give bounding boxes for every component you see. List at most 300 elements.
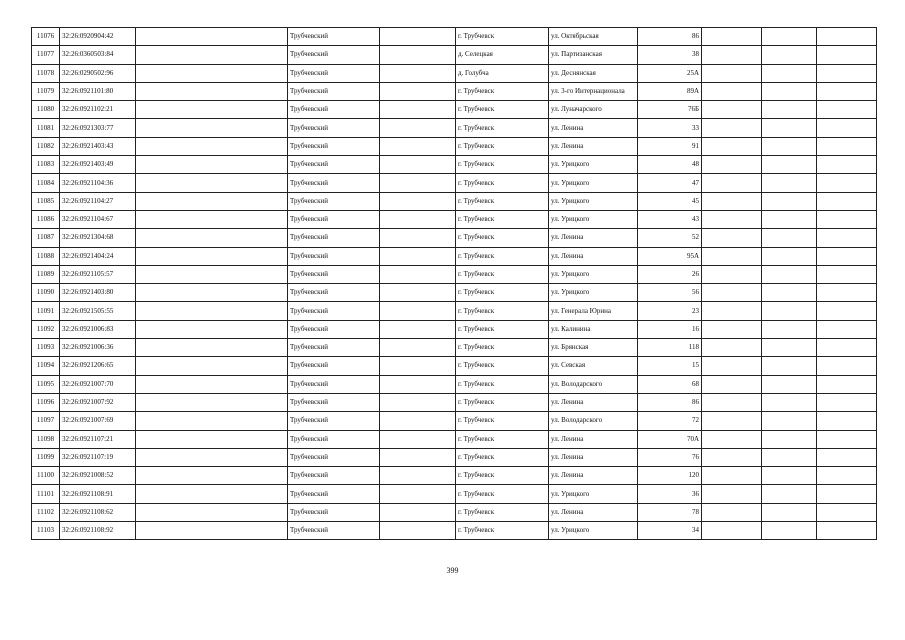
empty-cell: [762, 357, 817, 375]
locality-cell: г. Трубчевск: [456, 357, 549, 375]
empty-cell: [762, 503, 817, 521]
table-row: [32, 485, 877, 503]
empty-cell: [817, 412, 877, 430]
empty-cell: [817, 448, 877, 466]
empty-cell: [817, 302, 877, 320]
empty-cell: [136, 192, 288, 210]
locality-cell: г. Трубчевск: [456, 265, 549, 283]
registry-table-body: [32, 28, 877, 540]
house-number-cell: 91: [638, 137, 702, 155]
registry-table: [31, 27, 877, 540]
house-number-cell: 26: [638, 265, 702, 283]
row-number-cell: 11100: [32, 467, 60, 485]
empty-cell: [380, 339, 456, 357]
empty-cell: [817, 210, 877, 228]
table-row: [32, 192, 877, 210]
house-number-cell: 56: [638, 284, 702, 302]
empty-cell: [380, 467, 456, 485]
empty-cell: [817, 46, 877, 64]
cadastral-number-cell: 32:26:0920904:42: [60, 28, 136, 46]
row-number-cell: 11077: [32, 46, 60, 64]
empty-cell: [817, 393, 877, 411]
house-number-cell: 48: [638, 156, 702, 174]
house-number-cell: 68: [638, 375, 702, 393]
empty-cell: [136, 64, 288, 82]
table-row: [32, 28, 877, 46]
empty-cell: [702, 192, 762, 210]
empty-cell: [817, 229, 877, 247]
empty-cell: [702, 210, 762, 228]
empty-cell: [762, 119, 817, 137]
page-number: 399: [446, 566, 459, 575]
table-row: [32, 174, 877, 192]
street-cell: ул. Урицкого: [549, 174, 638, 192]
table-row: [32, 46, 877, 64]
empty-cell: [136, 320, 288, 338]
district-cell: Трубчевский: [288, 156, 380, 174]
empty-cell: [762, 247, 817, 265]
empty-cell: [380, 393, 456, 411]
empty-cell: [762, 174, 817, 192]
house-number-cell: 34: [638, 522, 702, 540]
cadastral-number-cell: 32:26:0921206:65: [60, 357, 136, 375]
empty-cell: [380, 284, 456, 302]
empty-cell: [136, 229, 288, 247]
house-number-cell: 76: [638, 448, 702, 466]
house-number-cell: 72: [638, 412, 702, 430]
district-cell: Трубчевский: [288, 46, 380, 64]
empty-cell: [817, 357, 877, 375]
empty-cell: [380, 522, 456, 540]
district-cell: Трубчевский: [288, 375, 380, 393]
row-number-cell: 11090: [32, 284, 60, 302]
locality-cell: г. Трубчевск: [456, 503, 549, 521]
empty-cell: [762, 192, 817, 210]
locality-cell: г. Трубчевск: [456, 247, 549, 265]
empty-cell: [136, 485, 288, 503]
cadastral-number-cell: 32:26:0921007:69: [60, 412, 136, 430]
empty-cell: [702, 503, 762, 521]
locality-cell: г. Трубчевск: [456, 284, 549, 302]
empty-cell: [136, 357, 288, 375]
empty-cell: [817, 320, 877, 338]
empty-cell: [380, 265, 456, 283]
empty-cell: [380, 229, 456, 247]
empty-cell: [817, 101, 877, 119]
empty-cell: [380, 82, 456, 100]
district-cell: Трубчевский: [288, 357, 380, 375]
empty-cell: [817, 28, 877, 46]
district-cell: Трубчевский: [288, 503, 380, 521]
empty-cell: [136, 412, 288, 430]
street-cell: ул. Урицкого: [549, 192, 638, 210]
empty-cell: [762, 101, 817, 119]
locality-cell: г. Трубчевск: [456, 522, 549, 540]
house-number-cell: 52: [638, 229, 702, 247]
row-number-cell: 11084: [32, 174, 60, 192]
street-cell: ул. Ленина: [549, 503, 638, 521]
house-number-cell: 70А: [638, 430, 702, 448]
empty-cell: [380, 375, 456, 393]
row-number-cell: 11094: [32, 357, 60, 375]
cadastral-number-cell: 32:26:0921107:19: [60, 448, 136, 466]
empty-cell: [762, 302, 817, 320]
empty-cell: [702, 119, 762, 137]
empty-cell: [702, 265, 762, 283]
cadastral-number-cell: 32:26:0921006:36: [60, 339, 136, 357]
empty-cell: [136, 375, 288, 393]
locality-cell: г. Трубчевск: [456, 485, 549, 503]
empty-cell: [817, 265, 877, 283]
locality-cell: г. Трубчевск: [456, 101, 549, 119]
cadastral-number-cell: 32:26:0921108:62: [60, 503, 136, 521]
table-row: [32, 137, 877, 155]
empty-cell: [136, 448, 288, 466]
empty-cell: [380, 174, 456, 192]
street-cell: ул. Ленина: [549, 393, 638, 411]
empty-cell: [136, 284, 288, 302]
table-row: [32, 101, 877, 119]
row-number-cell: 11088: [32, 247, 60, 265]
cadastral-number-cell: 32:26:0921403:49: [60, 156, 136, 174]
locality-cell: г. Трубчевск: [456, 229, 549, 247]
table-row: [32, 503, 877, 521]
cadastral-number-cell: 32:26:0360503:84: [60, 46, 136, 64]
street-cell: ул. Урицкого: [549, 156, 638, 174]
empty-cell: [136, 119, 288, 137]
table-row: [32, 156, 877, 174]
house-number-cell: 78: [638, 503, 702, 521]
row-number-cell: 11092: [32, 320, 60, 338]
house-number-cell: 36: [638, 485, 702, 503]
cadastral-number-cell: 32:26:0921008:52: [60, 467, 136, 485]
cadastral-number-cell: 32:26:0921107:21: [60, 430, 136, 448]
street-cell: ул. Ленина: [549, 119, 638, 137]
district-cell: Трубчевский: [288, 522, 380, 540]
table-row: [32, 467, 877, 485]
district-cell: Трубчевский: [288, 247, 380, 265]
empty-cell: [817, 284, 877, 302]
row-number-cell: 11082: [32, 137, 60, 155]
empty-cell: [380, 210, 456, 228]
empty-cell: [817, 119, 877, 137]
empty-cell: [136, 247, 288, 265]
locality-cell: д. Селецкая: [456, 46, 549, 64]
table-row: [32, 265, 877, 283]
row-number-cell: 11079: [32, 82, 60, 100]
empty-cell: [762, 210, 817, 228]
locality-cell: г. Трубчевск: [456, 192, 549, 210]
empty-cell: [702, 137, 762, 155]
row-number-cell: 11086: [32, 210, 60, 228]
table-row: [32, 302, 877, 320]
house-number-cell: 25А: [638, 64, 702, 82]
empty-cell: [380, 247, 456, 265]
empty-cell: [702, 448, 762, 466]
house-number-cell: 47: [638, 174, 702, 192]
locality-cell: г. Трубчевск: [456, 174, 549, 192]
empty-cell: [702, 174, 762, 192]
empty-cell: [762, 393, 817, 411]
empty-cell: [762, 448, 817, 466]
street-cell: ул. Ленина: [549, 430, 638, 448]
table-row: [32, 64, 877, 82]
empty-cell: [817, 174, 877, 192]
district-cell: Трубчевский: [288, 101, 380, 119]
house-number-cell: 23: [638, 302, 702, 320]
table-row: [32, 119, 877, 137]
street-cell: ул. Деснянская: [549, 64, 638, 82]
street-cell: ул. Ленина: [549, 229, 638, 247]
house-number-cell: 120: [638, 467, 702, 485]
empty-cell: [702, 320, 762, 338]
district-cell: Трубчевский: [288, 320, 380, 338]
district-cell: Трубчевский: [288, 339, 380, 357]
empty-cell: [136, 265, 288, 283]
house-number-cell: 118: [638, 339, 702, 357]
table-row: [32, 82, 877, 100]
empty-cell: [762, 28, 817, 46]
empty-cell: [762, 339, 817, 357]
cadastral-number-cell: 32:26:0921108:91: [60, 485, 136, 503]
row-number-cell: 11089: [32, 265, 60, 283]
district-cell: Трубчевский: [288, 448, 380, 466]
empty-cell: [702, 101, 762, 119]
district-cell: Трубчевский: [288, 430, 380, 448]
empty-cell: [136, 339, 288, 357]
cadastral-number-cell: 32:26:0921006:83: [60, 320, 136, 338]
empty-cell: [817, 156, 877, 174]
street-cell: ул. Генерала Юрина: [549, 302, 638, 320]
empty-cell: [702, 339, 762, 357]
table-row: [32, 412, 877, 430]
empty-cell: [702, 284, 762, 302]
street-cell: ул. Ленина: [549, 467, 638, 485]
row-number-cell: 11099: [32, 448, 60, 466]
street-cell: ул. Урицкого: [549, 210, 638, 228]
empty-cell: [702, 522, 762, 540]
empty-cell: [817, 375, 877, 393]
cadastral-number-cell: 32:26:0921303:77: [60, 119, 136, 137]
empty-cell: [702, 485, 762, 503]
empty-cell: [762, 284, 817, 302]
empty-cell: [762, 46, 817, 64]
locality-cell: г. Трубчевск: [456, 137, 549, 155]
table-row: [32, 448, 877, 466]
empty-cell: [702, 467, 762, 485]
empty-cell: [817, 64, 877, 82]
cadastral-number-cell: 32:26:0921404:24: [60, 247, 136, 265]
row-number-cell: 11096: [32, 393, 60, 411]
locality-cell: г. Трубчевск: [456, 339, 549, 357]
empty-cell: [817, 247, 877, 265]
empty-cell: [136, 522, 288, 540]
empty-cell: [380, 302, 456, 320]
empty-cell: [702, 412, 762, 430]
empty-cell: [136, 430, 288, 448]
cadastral-number-cell: 32:26:0921505:55: [60, 302, 136, 320]
empty-cell: [762, 137, 817, 155]
street-cell: ул. Калинина: [549, 320, 638, 338]
locality-cell: г. Трубчевск: [456, 28, 549, 46]
district-cell: Трубчевский: [288, 412, 380, 430]
empty-cell: [702, 247, 762, 265]
street-cell: ул. Урицкого: [549, 265, 638, 283]
locality-cell: д. Голубча: [456, 64, 549, 82]
empty-cell: [380, 156, 456, 174]
empty-cell: [762, 82, 817, 100]
street-cell: ул. Володарского: [549, 375, 638, 393]
empty-cell: [702, 229, 762, 247]
street-cell: ул. Володарского: [549, 412, 638, 430]
house-number-cell: 43: [638, 210, 702, 228]
table-row: [32, 229, 877, 247]
table-row: [32, 339, 877, 357]
empty-cell: [136, 210, 288, 228]
cadastral-number-cell: 32:26:0921104:36: [60, 174, 136, 192]
street-cell: ул. Луначарского: [549, 101, 638, 119]
locality-cell: г. Трубчевск: [456, 119, 549, 137]
table-row: [32, 320, 877, 338]
empty-cell: [380, 28, 456, 46]
locality-cell: г. Трубчевск: [456, 467, 549, 485]
house-number-cell: 89А: [638, 82, 702, 100]
street-cell: ул. Партизанская: [549, 46, 638, 64]
locality-cell: г. Трубчевск: [456, 375, 549, 393]
empty-cell: [380, 192, 456, 210]
district-cell: Трубчевский: [288, 467, 380, 485]
street-cell: ул. Брянская: [549, 339, 638, 357]
locality-cell: г. Трубчевск: [456, 448, 549, 466]
row-number-cell: 11076: [32, 28, 60, 46]
empty-cell: [762, 467, 817, 485]
empty-cell: [136, 393, 288, 411]
table-row: [32, 522, 877, 540]
cadastral-number-cell: 32:26:0921105:57: [60, 265, 136, 283]
empty-cell: [702, 393, 762, 411]
empty-cell: [762, 64, 817, 82]
empty-cell: [702, 375, 762, 393]
empty-cell: [380, 485, 456, 503]
row-number-cell: 11080: [32, 101, 60, 119]
row-number-cell: 11098: [32, 430, 60, 448]
empty-cell: [136, 503, 288, 521]
empty-cell: [136, 137, 288, 155]
table-row: [32, 393, 877, 411]
street-cell: ул. Ленина: [549, 137, 638, 155]
street-cell: ул. Урицкого: [549, 284, 638, 302]
empty-cell: [702, 28, 762, 46]
street-cell: ул. Севская: [549, 357, 638, 375]
empty-cell: [380, 320, 456, 338]
cadastral-number-cell: 32:26:0921403:80: [60, 284, 136, 302]
district-cell: Трубчевский: [288, 210, 380, 228]
table-row: [32, 247, 877, 265]
empty-cell: [380, 412, 456, 430]
street-cell: ул. Ленина: [549, 448, 638, 466]
empty-cell: [702, 46, 762, 64]
empty-cell: [136, 302, 288, 320]
house-number-cell: 76Б: [638, 101, 702, 119]
street-cell: ул. 3-го Интернационала: [549, 82, 638, 100]
empty-cell: [702, 357, 762, 375]
row-number-cell: 11095: [32, 375, 60, 393]
row-number-cell: 11093: [32, 339, 60, 357]
house-number-cell: 95А: [638, 247, 702, 265]
empty-cell: [136, 156, 288, 174]
empty-cell: [817, 467, 877, 485]
empty-cell: [702, 302, 762, 320]
district-cell: Трубчевский: [288, 302, 380, 320]
empty-cell: [817, 192, 877, 210]
empty-cell: [702, 64, 762, 82]
cadastral-number-cell: 32:26:0290502:96: [60, 64, 136, 82]
house-number-cell: 16: [638, 320, 702, 338]
locality-cell: г. Трубчевск: [456, 393, 549, 411]
cadastral-number-cell: 32:26:0921101:80: [60, 82, 136, 100]
house-number-cell: 33: [638, 119, 702, 137]
row-number-cell: 11097: [32, 412, 60, 430]
cadastral-number-cell: 32:26:0921304:68: [60, 229, 136, 247]
street-cell: ул. Ленина: [549, 247, 638, 265]
empty-cell: [380, 119, 456, 137]
house-number-cell: 38: [638, 46, 702, 64]
district-cell: Трубчевский: [288, 393, 380, 411]
table-row: [32, 357, 877, 375]
cadastral-number-cell: 32:26:0921007:92: [60, 393, 136, 411]
cadastral-number-cell: 32:26:0921007:70: [60, 375, 136, 393]
district-cell: Трубчевский: [288, 119, 380, 137]
empty-cell: [762, 485, 817, 503]
house-number-cell: 86: [638, 393, 702, 411]
locality-cell: г. Трубчевск: [456, 320, 549, 338]
empty-cell: [380, 503, 456, 521]
table-row: [32, 430, 877, 448]
empty-cell: [762, 320, 817, 338]
empty-cell: [380, 448, 456, 466]
empty-cell: [762, 522, 817, 540]
row-number-cell: 11101: [32, 485, 60, 503]
district-cell: Трубчевский: [288, 174, 380, 192]
cadastral-number-cell: 32:26:0921104:67: [60, 210, 136, 228]
table-row: [32, 375, 877, 393]
locality-cell: г. Трубчевск: [456, 302, 549, 320]
locality-cell: г. Трубчевск: [456, 430, 549, 448]
district-cell: Трубчевский: [288, 485, 380, 503]
district-cell: Трубчевский: [288, 28, 380, 46]
street-cell: ул. Урицкого: [549, 485, 638, 503]
empty-cell: [762, 229, 817, 247]
empty-cell: [380, 430, 456, 448]
table-row: [32, 210, 877, 228]
empty-cell: [136, 46, 288, 64]
row-number-cell: 11103: [32, 522, 60, 540]
empty-cell: [817, 503, 877, 521]
district-cell: Трубчевский: [288, 192, 380, 210]
house-number-cell: 15: [638, 357, 702, 375]
street-cell: ул. Октябрьская: [549, 28, 638, 46]
row-number-cell: 11091: [32, 302, 60, 320]
empty-cell: [817, 339, 877, 357]
district-cell: Трубчевский: [288, 137, 380, 155]
row-number-cell: 11081: [32, 119, 60, 137]
empty-cell: [817, 430, 877, 448]
house-number-cell: 86: [638, 28, 702, 46]
empty-cell: [380, 64, 456, 82]
locality-cell: г. Трубчевск: [456, 210, 549, 228]
district-cell: Трубчевский: [288, 82, 380, 100]
empty-cell: [380, 357, 456, 375]
